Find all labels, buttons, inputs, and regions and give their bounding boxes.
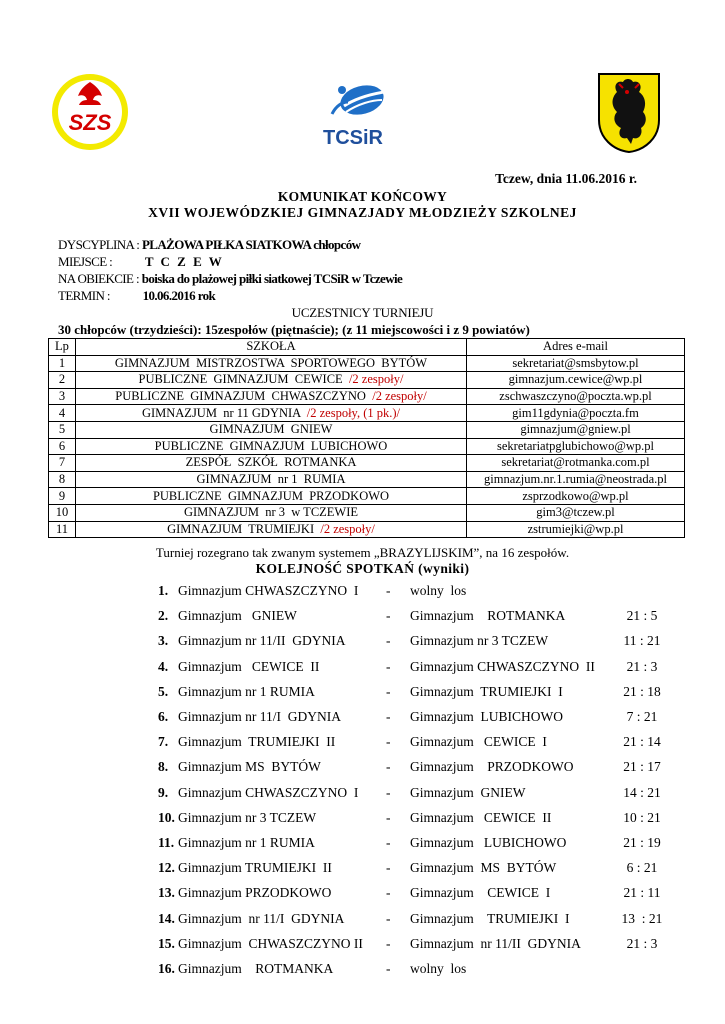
match-score: 21 : 5: [626, 608, 658, 624]
match-row: [0, 709, 725, 729]
match-dash: -: [386, 835, 391, 850]
team-b: Gimnazjum MS BYTÓW: [410, 860, 557, 876]
table-row: [49, 388, 685, 405]
team-a: Gimnazjum CEWICE II: [178, 658, 320, 674]
school-name: PUBLICZNE GIMNAZJUM CEWICE: [138, 372, 349, 387]
match-number: 4.: [158, 658, 169, 674]
termin-label: TERMIN :: [58, 288, 110, 303]
miejsce-label: MIEJSCE :: [58, 254, 113, 269]
document-subtitle: XVII WOJEWÓDZKIEJ GIMNAZJADY MŁODZIEŻY SZKOLNEJ: [148, 205, 577, 220]
match-row: [0, 961, 725, 981]
school-name: PUBLICZNE GIMNAZJUM CHWASZCZYNO: [115, 389, 373, 404]
table-header-row: [49, 339, 685, 356]
match-number: 6.: [158, 709, 169, 724]
team-b: Gimnazjum CEWICE I: [410, 885, 551, 901]
table-row: [49, 504, 685, 521]
team-count-note: /2 zespoły/: [372, 389, 427, 404]
row-lp: 11: [49, 521, 76, 538]
match-dash: -: [386, 759, 391, 775]
match-dash: -: [386, 658, 391, 674]
team-a: Gimnazjum nr 1 RUMIA: [178, 683, 315, 699]
match-row: [0, 860, 725, 880]
match-number: 15.: [158, 935, 175, 951]
match-dash: -: [386, 784, 391, 800]
tcsir-logo: [312, 80, 394, 150]
match-score: 14 : 21: [623, 784, 661, 800]
match-row: [0, 810, 725, 830]
team-a: Gimnazjum CHWASZCZYNO I: [178, 583, 359, 598]
match-number: 13.: [158, 885, 175, 901]
header-email: Adres e-mail: [467, 339, 685, 356]
document-date: Tczew, dnia 11.06.2016 r.: [495, 171, 637, 186]
team-b: wolny los: [410, 583, 467, 598]
row-email[interactable]: gim3@tczew.pl: [467, 504, 685, 521]
table-row: [49, 521, 685, 538]
team-b: Gimnazjum TRUMIEJKI I: [410, 683, 563, 699]
table-row: [49, 438, 685, 455]
match-score: 21 : 19: [623, 835, 661, 850]
match-row: [0, 911, 725, 931]
row-email[interactable]: zschwaszczyno@poczta.wp.pl: [467, 388, 685, 405]
row-school: [76, 421, 467, 438]
team-b: Gimnazjum ROTMANKA: [410, 608, 566, 624]
match-score: 21 : 3: [626, 935, 658, 951]
row-school: [76, 471, 467, 488]
match-score: 21 : 14: [623, 734, 661, 750]
info-dyscyplina: [58, 237, 360, 253]
row-lp: 1: [49, 355, 76, 372]
team-b: Gimnazjum PRZODKOWO: [410, 759, 574, 775]
team-b: Gimnazjum nr 3 TCZEW: [410, 633, 549, 649]
table-row: [49, 471, 685, 488]
match-score: 21 : 18: [623, 683, 661, 699]
match-dash: -: [386, 709, 391, 724]
team-b: wolny los: [410, 961, 467, 976]
match-score: 6 : 21: [626, 860, 658, 876]
school-name: PUBLICZNE GIMNAZJUM PRZODKOWO: [152, 488, 390, 503]
participants-summary: 30 chłopców (trzydzieści): 15zespołów (piętnaście); (z 11 miejscowości i z 9 powiatów): [58, 322, 530, 337]
match-row: [0, 633, 725, 653]
row-school: [76, 455, 467, 472]
match-dash: -: [386, 910, 391, 926]
team-a: Gimnazjum PRZODKOWO: [178, 885, 332, 901]
team-a: Gimnazjum CHWASZCZYNO II: [178, 935, 363, 951]
match-number: 12.: [158, 860, 175, 876]
table-row: [49, 488, 685, 505]
header-lp: Lp: [49, 339, 76, 356]
table-row: [49, 421, 685, 438]
match-number: 14.: [158, 910, 175, 926]
info-miejsce: [58, 254, 224, 270]
match-dash: -: [386, 809, 391, 825]
team-a: Gimnazjum nr 11/I GDYNIA: [178, 910, 345, 926]
match-number: 7.: [158, 734, 169, 750]
row-school: [76, 438, 467, 455]
termin-value: 10.06.2016 rok: [142, 288, 216, 303]
match-score: 13 : 21: [621, 910, 663, 926]
pomerania-crest: [597, 72, 661, 154]
row-lp: 6: [49, 438, 76, 455]
row-lp: 10: [49, 504, 76, 521]
match-row: [0, 785, 725, 805]
svg-text:SZS: SZS: [68, 110, 112, 135]
team-b: Gimnazjum GNIEW: [410, 784, 526, 800]
match-dash: -: [386, 734, 391, 750]
team-a: Gimnazjum nr 3 TCZEW: [178, 809, 317, 825]
row-lp: 5: [49, 421, 76, 438]
team-b: Gimnazjum CEWICE II: [410, 809, 552, 825]
match-number: 16.: [158, 961, 175, 976]
document-title: KOMUNIKAT KOŃCOWY: [277, 189, 448, 204]
match-score: 21 : 3: [626, 658, 658, 674]
team-b: Gimnazjum CEWICE I: [410, 734, 547, 750]
row-lp: 4: [49, 405, 76, 422]
match-row: [0, 885, 725, 905]
svg-text:TCSiR: TCSiR: [323, 127, 383, 149]
header-school: SZKOŁA: [76, 339, 467, 356]
info-termin: [58, 288, 215, 304]
team-count-note: /2 zespoły/: [348, 372, 404, 387]
match-score: 7 : 21: [626, 709, 658, 724]
participants-heading: UCZESTNICY TURNIEJU: [291, 305, 434, 320]
match-number: 10.: [158, 809, 175, 825]
row-email[interactable]: sekretariatpglubichowo@wp.pl: [467, 438, 685, 455]
row-email[interactable]: gim11gdynia@poczta.fm: [467, 405, 685, 422]
match-row: [0, 583, 725, 603]
school-name: GIMNAZJUM GNIEW: [209, 422, 333, 437]
match-row: [0, 608, 725, 628]
dyscyplina-label: DYSCYPLINA :: [58, 237, 140, 252]
row-email[interactable]: gimnazjum@gniew.pl: [467, 421, 685, 438]
szs-logo: [50, 72, 130, 152]
school-name: GIMNAZJUM TRUMIEJKI: [167, 521, 321, 536]
participants-table: [48, 338, 685, 538]
match-row: [0, 684, 725, 704]
match-score: 11 : 21: [623, 633, 661, 649]
match-row: [0, 659, 725, 679]
school-name: GIMNAZJUM nr 3 w TCZEWIE: [183, 505, 359, 520]
row-email[interactable]: gimnazjum.nr.1.rumia@neostrada.pl: [467, 471, 685, 488]
row-school: [76, 372, 467, 389]
row-school: [76, 388, 467, 405]
table-row: [49, 455, 685, 472]
match-score: 10 : 21: [623, 809, 661, 825]
row-lp: 8: [49, 471, 76, 488]
row-school: [76, 488, 467, 505]
team-b: Gimnazjum nr 11/II GDYNIA: [410, 935, 581, 951]
team-a: Gimnazjum nr 11/I GDYNIA: [178, 709, 341, 724]
row-email[interactable]: sekretariat@smsbytow.pl: [467, 355, 685, 372]
team-a: Gimnazjum GNIEW: [178, 608, 297, 624]
row-lp: 3: [49, 388, 76, 405]
match-number: 2.: [158, 608, 169, 624]
team-a: Gimnazjum TRUMIEJKI II: [178, 734, 336, 750]
match-dash: -: [386, 608, 391, 624]
match-number: 3.: [158, 633, 169, 649]
match-row: [0, 734, 725, 754]
table-row: [49, 405, 685, 422]
team-b: Gimnazjum LUBICHOWO: [410, 835, 567, 850]
row-school: [76, 405, 467, 422]
row-school: [76, 521, 467, 538]
school-name: ZESPÓŁ SZKÓŁ ROTMANKA: [185, 455, 357, 470]
school-name: GIMNAZJUM nr 11 GDYNIA: [141, 405, 307, 420]
match-number: 1.: [158, 583, 169, 598]
match-row: [0, 835, 725, 855]
obiekt-value: boiska do plażowej piłki siatkowej TCSiR w Tczewie: [141, 271, 403, 286]
match-row: [0, 759, 725, 779]
team-a: Gimnazjum nr 11/II GDYNIA: [178, 633, 346, 649]
team-a: Gimnazjum TRUMIEJKI II: [178, 860, 332, 876]
team-b: Gimnazjum CHWASZCZYNO II: [410, 658, 595, 674]
table-row: [49, 372, 685, 389]
team-b: Gimnazjum TRUMIEJKI I: [410, 910, 570, 926]
match-dash: -: [386, 583, 391, 598]
match-score: 21 : 17: [623, 759, 661, 775]
team-b: Gimnazjum LUBICHOWO: [410, 709, 563, 724]
team-count-note: /2 zespoły, (1 pk.)/: [306, 405, 401, 420]
row-email[interactable]: zstrumiejki@wp.pl: [467, 521, 685, 538]
match-dash: -: [386, 633, 391, 649]
match-number: 8.: [158, 759, 169, 775]
info-obiekt: [58, 271, 402, 287]
table-row: [49, 355, 685, 372]
miejsce-value: T C Z E W: [144, 254, 224, 269]
match-row: [0, 936, 725, 956]
team-a: Gimnazjum CHWASZCZYNO I: [178, 784, 359, 800]
tournament-system: Turniej rozegrano tak zwanym systemem „BRAZYLIJSKIM”, na 16 zespołów.: [155, 545, 570, 560]
row-lp: 2: [49, 372, 76, 389]
match-dash: -: [386, 885, 391, 901]
match-number: 5.: [158, 683, 169, 699]
row-school: [76, 355, 467, 372]
school-name: GIMNAZJUM MISTRZOSTWA SPORTOWEGO BYTÓW: [114, 355, 428, 370]
obiekt-label: NA OBIEKCIE :: [58, 271, 140, 286]
dyscyplina-value: PLAŻOWA PIŁKA SIATKOWA chłopców: [141, 237, 361, 252]
row-lp: 7: [49, 455, 76, 472]
team-a: Gimnazjum MS BYTÓW: [178, 759, 321, 775]
match-dash: -: [386, 860, 391, 876]
row-lp: 9: [49, 488, 76, 505]
team-a: Gimnazjum nr 1 RUMIA: [178, 835, 315, 850]
results-heading: KOLEJNOŚĆ SPOTKAŃ (wyniki): [255, 561, 470, 576]
match-number: 9.: [158, 784, 169, 800]
match-dash: -: [386, 683, 391, 699]
match-dash: -: [386, 935, 391, 951]
match-score: 21 : 11: [623, 885, 661, 901]
match-dash: -: [386, 961, 391, 976]
team-count-note: /2 zespoły/: [320, 521, 375, 536]
match-number: 11.: [158, 835, 175, 850]
team-a: Gimnazjum ROTMANKA: [178, 961, 334, 976]
row-email[interactable]: zsprzodkowo@wp.pl: [467, 488, 685, 505]
school-name: PUBLICZNE GIMNAZJUM LUBICHOWO: [154, 438, 388, 453]
row-email[interactable]: gimnazjum.cewice@wp.pl: [467, 372, 685, 389]
row-school: [76, 504, 467, 521]
row-email[interactable]: sekretariat@rotmanka.com.pl: [467, 455, 685, 472]
school-name: GIMNAZJUM nr 1 RUMIA: [196, 472, 346, 487]
